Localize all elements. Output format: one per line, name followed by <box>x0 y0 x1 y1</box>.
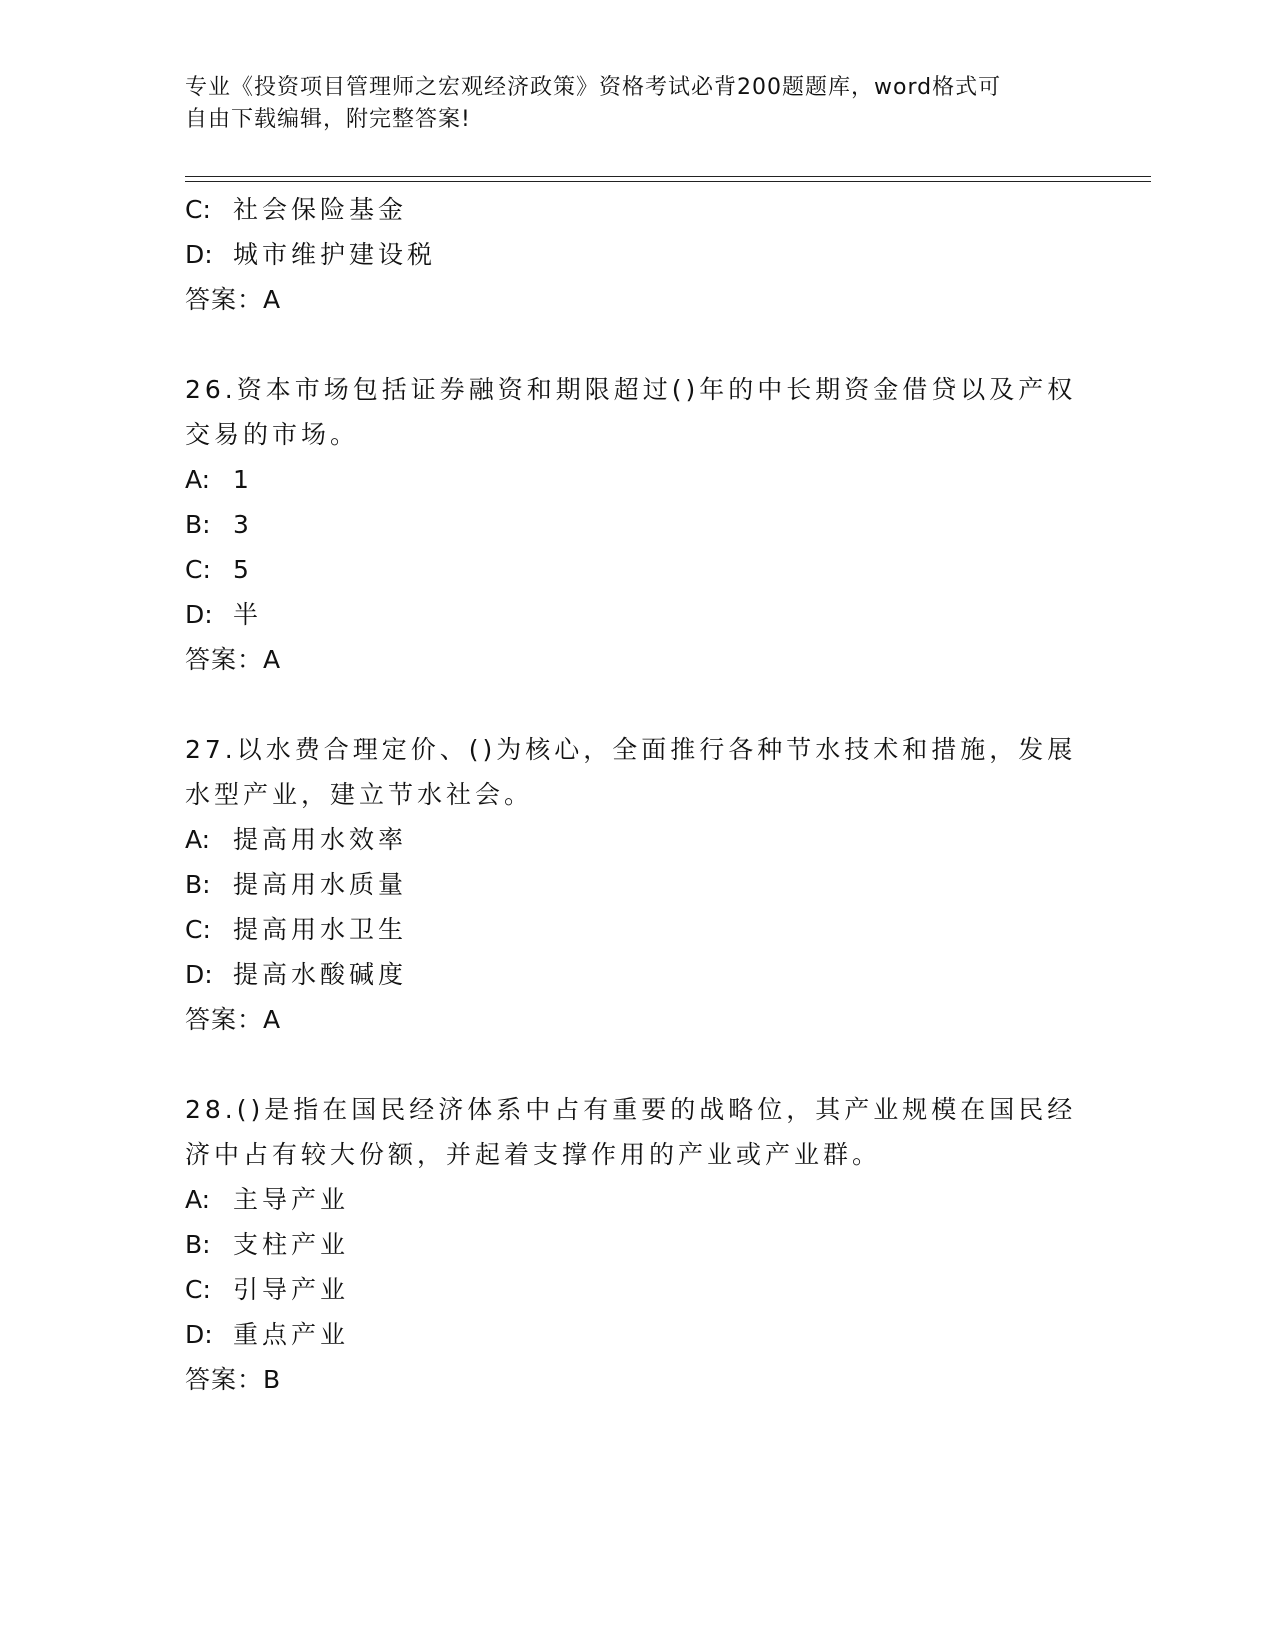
option-text: 城市维护建设税 <box>233 240 437 269</box>
option-label: D: <box>185 960 213 989</box>
option-label: A: <box>185 825 211 854</box>
option-label: C: <box>185 195 211 224</box>
option-label: D: <box>185 600 213 629</box>
option-b <box>185 510 253 540</box>
option-d <box>185 1320 349 1350</box>
option-text: 社会保险基金 <box>233 195 408 224</box>
option-d <box>185 600 262 630</box>
option-label: B: <box>185 510 211 539</box>
option-label: C: <box>185 915 211 944</box>
option-text: 半 <box>233 600 263 629</box>
option-text: 引导产业 <box>233 1275 350 1304</box>
option-label: D: <box>185 240 213 269</box>
question-stem-line-1: 26.资本市场包括证券融资和期限超过()年的中长期资金借贷以及产权 <box>185 375 1077 404</box>
header-divider-top <box>185 176 1151 177</box>
option-c <box>185 555 253 585</box>
option-b <box>185 1230 349 1260</box>
answer-line: 答案：A <box>185 285 282 314</box>
option-d <box>185 960 407 990</box>
answer-line: 答案：B <box>185 1365 282 1394</box>
answer-line: 答案：A <box>185 1005 282 1034</box>
document-header <box>185 72 1085 136</box>
question-stem-line-2: 交易的市场。 <box>185 420 360 449</box>
header-line-2: 自由下载编辑，附完整答案! <box>185 107 471 132</box>
option-text: 提高用水质量 <box>233 870 408 899</box>
option-text: 1 <box>233 465 253 494</box>
option-a <box>185 1185 349 1215</box>
option-text: 提高用水卫生 <box>233 915 408 944</box>
header-line-1: 专业《投资项目管理师之宏观经济政策》资格考试必背200题题库，word格式可 <box>185 75 1002 100</box>
option-label: D: <box>185 1320 213 1349</box>
option-text: 5 <box>233 555 253 584</box>
option-a <box>185 825 407 855</box>
option-label: C: <box>185 555 211 584</box>
question-stem-line-2: 水型产业，建立节水社会。 <box>185 780 534 809</box>
header-divider-bottom <box>185 181 1151 182</box>
option-a <box>185 465 253 495</box>
question-stem-line-1: 27.以水费合理定价、()为核心，全面推行各种节水技术和措施，发展 <box>185 735 1077 764</box>
question-stem-line-2: 济中占有较大份额，并起着支撑作用的产业或产业群。 <box>185 1140 882 1169</box>
option-c <box>185 915 407 945</box>
question-stem-line-1: 28.()是指在国民经济体系中占有重要的战略位，其产业规模在国民经 <box>185 1095 1077 1124</box>
option-label: A: <box>185 465 211 494</box>
option-b <box>185 870 407 900</box>
option-label: A: <box>185 1185 211 1214</box>
option-label: B: <box>185 1230 211 1259</box>
option-c <box>185 1275 349 1305</box>
option-text: 提高水酸碱度 <box>233 960 408 989</box>
answer-line: 答案：A <box>185 645 282 674</box>
option-label: B: <box>185 870 211 899</box>
option-text: 重点产业 <box>233 1320 350 1349</box>
option-text: 主导产业 <box>233 1185 350 1214</box>
option-text: 提高用水效率 <box>233 825 408 854</box>
option-d <box>185 240 436 270</box>
option-text: 3 <box>233 510 253 539</box>
option-label: C: <box>185 1275 211 1304</box>
option-text: 支柱产业 <box>233 1230 350 1259</box>
option-c <box>185 195 407 225</box>
